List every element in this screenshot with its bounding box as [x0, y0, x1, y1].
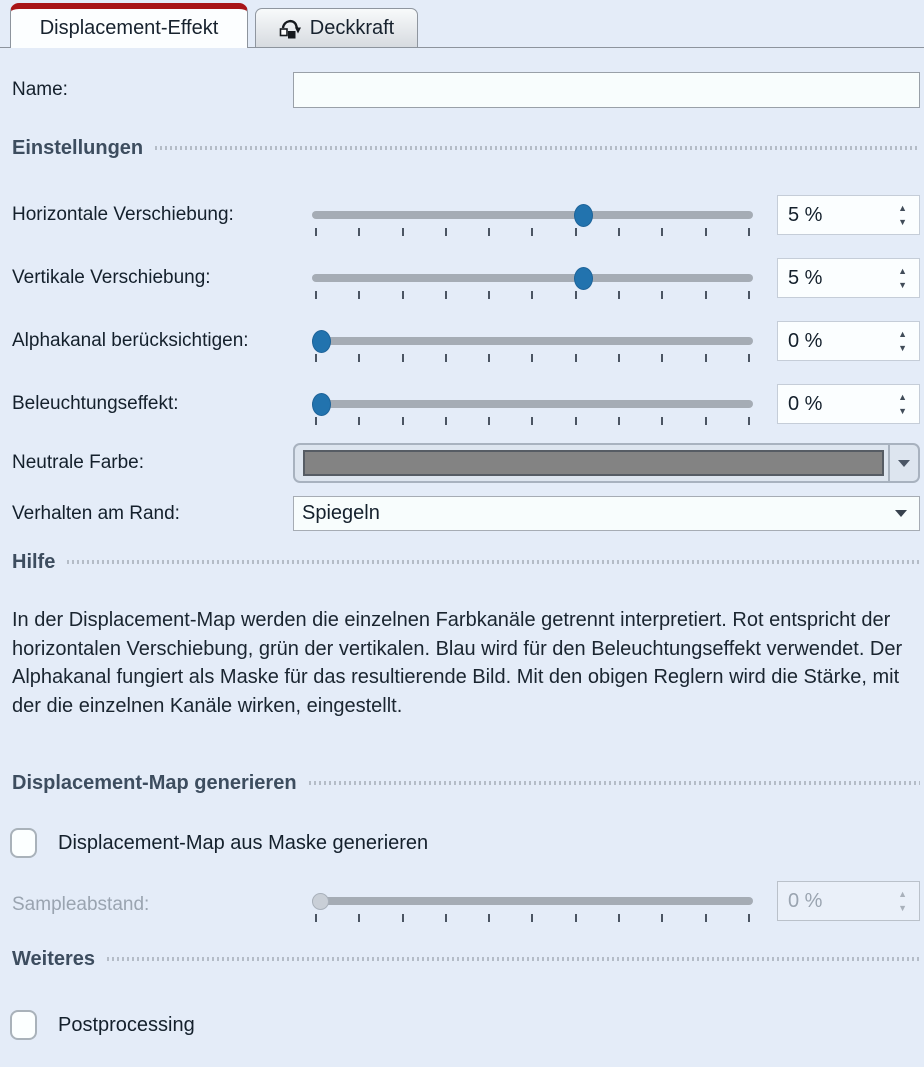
section-title: Displacement-Map generieren: [12, 771, 297, 794]
spin-up-icon[interactable]: ▲: [898, 391, 907, 402]
generate-map-checkbox-row: [10, 828, 428, 858]
name-input[interactable]: [293, 72, 920, 108]
lighting-effect-label: Beleuchtungseffekt:: [12, 393, 179, 414]
opacity-curve-icon: [279, 16, 303, 40]
dotted-rule: [107, 957, 920, 961]
spin-up-icon[interactable]: ▲: [898, 202, 907, 213]
spin-value: 0 %: [788, 392, 823, 415]
horizontal-displacement-label: Horizontale Verschiebung:: [12, 204, 234, 225]
section-einstellungen: [12, 135, 920, 161]
dotted-rule: [67, 560, 920, 564]
vertical-displacement-spinbox[interactable]: [777, 258, 920, 298]
sample-distance-label: Sampleabstand:: [12, 894, 150, 915]
generate-map-checkbox-label: Displacement-Map aus Maske generieren: [58, 831, 429, 854]
horizontal-displacement-slider[interactable]: [312, 203, 753, 227]
edge-behavior-select[interactable]: [293, 496, 920, 531]
tab-displacement-effekt[interactable]: [10, 3, 248, 48]
slider-track[interactable]: [312, 400, 753, 408]
horizontal-displacement-spinbox[interactable]: [777, 195, 920, 235]
slider-ticks: [315, 291, 750, 299]
tab-label: Displacement-Effekt: [39, 17, 219, 39]
section-title: Weiteres: [12, 947, 96, 970]
sample-distance-spinbox: [777, 881, 920, 921]
help-text: In der Displacement-Map werden die einzelnen Farbkanäle getrennt interpretiert. Rot entspricht der horizontalen Verschiebung, grün der vertikalen. Blau wird für den Beleuchtungseffekt verwendet. Der Alphakanal fungiert als Maske für das resultierende Bild. Mit den obigen Reglern wird die Stärke, mit der die einzelnen Kanäle wirken, eingestellt.: [12, 609, 903, 717]
postprocessing-checkbox[interactable]: [10, 1010, 37, 1040]
dotted-rule: [309, 781, 920, 785]
chevron-down-icon: [895, 510, 907, 517]
slider-handle[interactable]: [574, 267, 593, 290]
spin-down-icon[interactable]: ▼: [898, 342, 907, 353]
dotted-rule: [155, 146, 920, 150]
postprocessing-checkbox-label: Postprocessing: [58, 1013, 195, 1036]
neutral-color-dropdown-button[interactable]: [888, 445, 918, 481]
lighting-effect-slider[interactable]: [312, 392, 753, 416]
slider-ticks: [315, 417, 750, 425]
vertical-displacement-slider[interactable]: [312, 266, 753, 290]
spin-value: 5 %: [788, 203, 823, 226]
slider-track: [312, 897, 753, 905]
sample-distance-slider: [312, 889, 753, 913]
slider-ticks: [315, 914, 750, 922]
alpha-channel-spinbox[interactable]: [777, 321, 920, 361]
postprocessing-checkbox-row: [10, 1010, 195, 1040]
section-title: Einstellungen: [12, 136, 144, 159]
spin-up-icon: ▲: [898, 888, 907, 899]
name-label: Name:: [12, 79, 68, 100]
lighting-effect-spinbox[interactable]: [777, 384, 920, 424]
generate-map-checkbox[interactable]: [10, 828, 37, 858]
edge-behavior-label: Verhalten am Rand:: [12, 503, 180, 524]
spin-value: 0 %: [788, 329, 823, 352]
slider-ticks: [315, 354, 750, 362]
chevron-down-icon: [898, 460, 910, 467]
spin-down-icon[interactable]: ▼: [898, 216, 907, 227]
section-hilfe: [12, 549, 920, 575]
slider-handle: [312, 893, 329, 910]
alpha-channel-label: Alphakanal berücksichtigen:: [12, 330, 249, 351]
neutral-color-swatch: [303, 450, 884, 476]
slider-track[interactable]: [312, 337, 753, 345]
spin-down-icon[interactable]: ▼: [898, 405, 907, 416]
slider-handle[interactable]: [312, 330, 331, 353]
tab-label: Deckkraft: [309, 16, 395, 39]
spin-down-icon[interactable]: ▼: [898, 279, 907, 290]
neutral-color-label: Neutrale Farbe:: [12, 452, 145, 473]
slider-track[interactable]: [312, 274, 753, 282]
section-title: Hilfe: [12, 550, 56, 573]
edge-behavior-value: Spiegeln: [302, 502, 380, 524]
vertical-displacement-label: Vertikale Verschiebung:: [12, 267, 211, 288]
alpha-channel-slider[interactable]: [312, 329, 753, 353]
slider-handle[interactable]: [574, 204, 593, 227]
slider-ticks: [315, 228, 750, 236]
spin-up-icon[interactable]: ▲: [898, 328, 907, 339]
spin-down-icon: ▼: [898, 902, 907, 913]
tab-deckkraft[interactable]: [255, 8, 418, 47]
neutral-color-picker[interactable]: [293, 443, 920, 483]
section-weiteres: [12, 946, 920, 972]
slider-track[interactable]: [312, 211, 753, 219]
spin-value: 5 %: [788, 266, 823, 289]
spin-up-icon[interactable]: ▲: [898, 265, 907, 276]
slider-handle[interactable]: [312, 393, 331, 416]
spin-value: 0 %: [788, 889, 823, 912]
section-map-generieren: [12, 770, 920, 796]
